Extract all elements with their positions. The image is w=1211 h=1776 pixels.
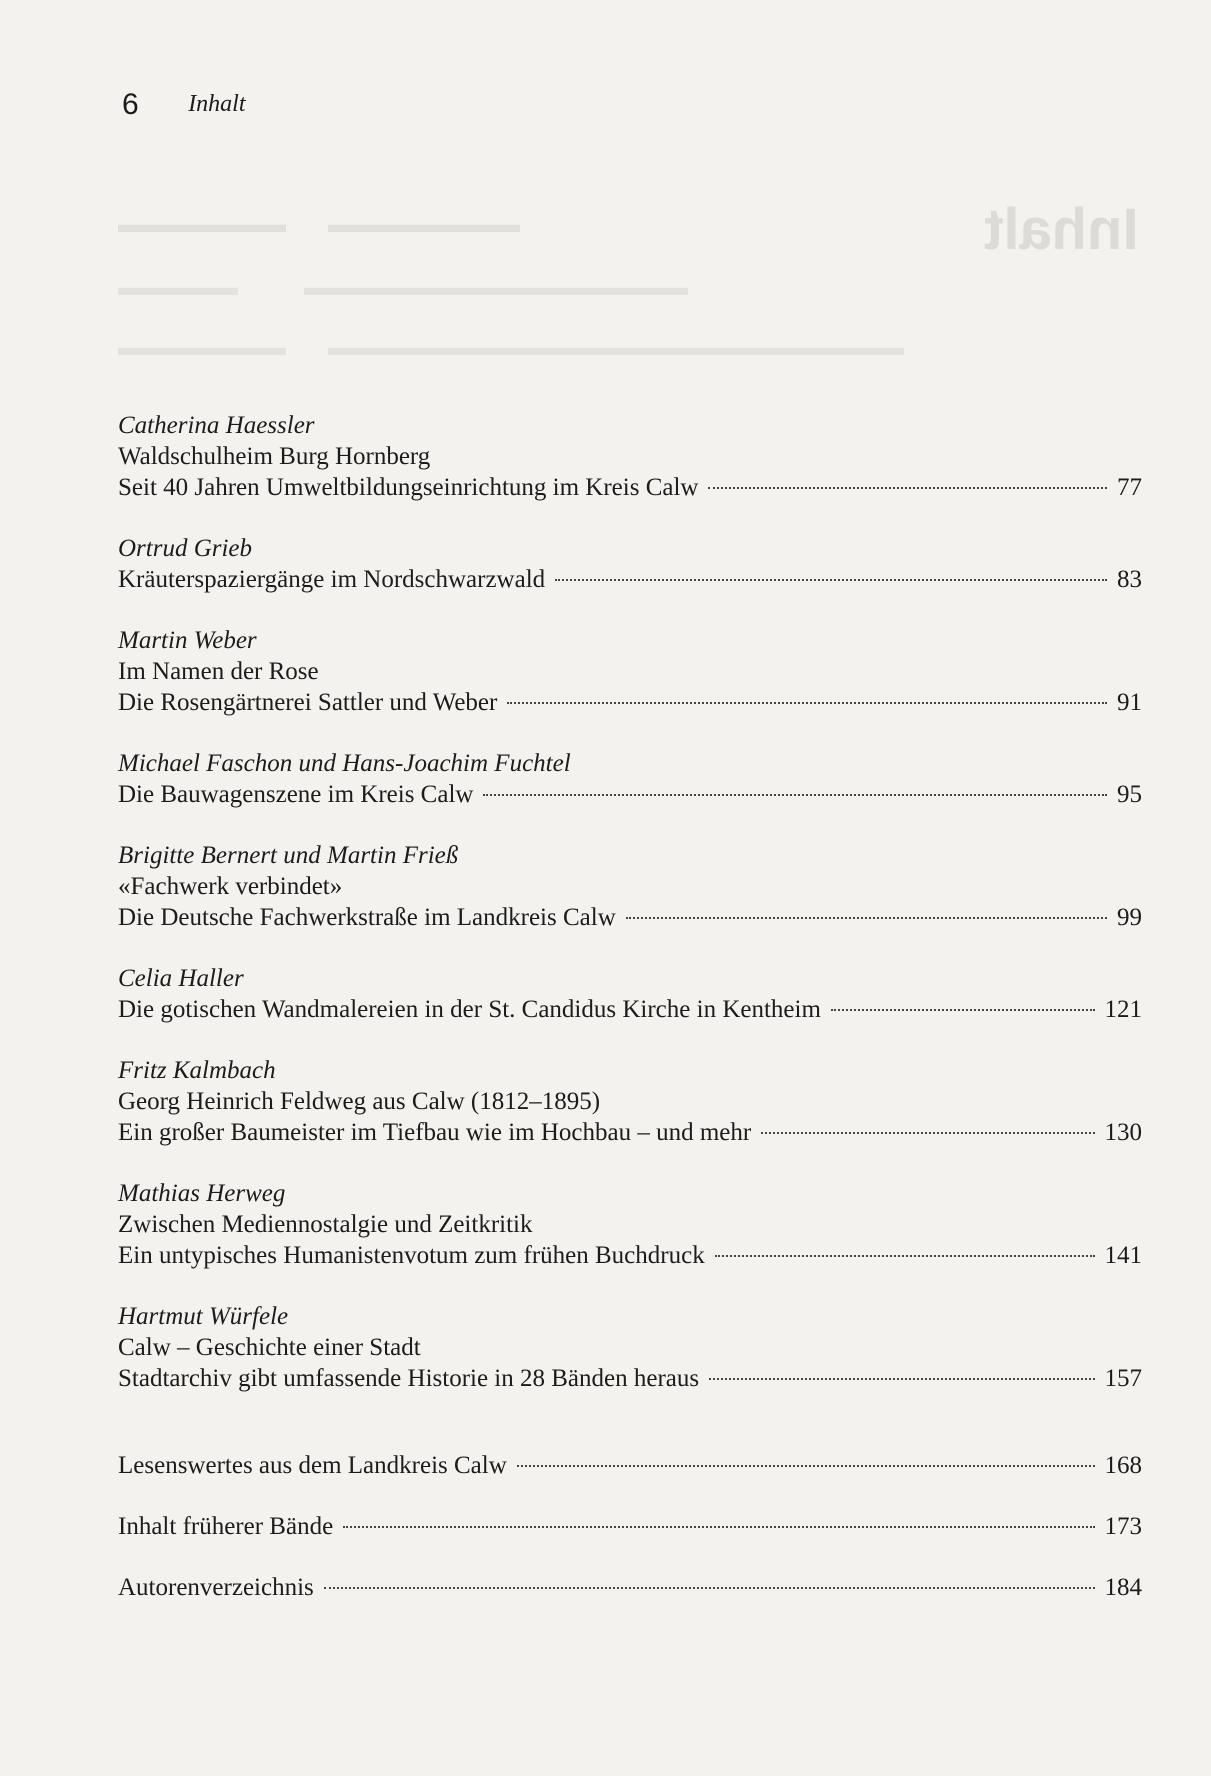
extra-title: Inhalt früherer Bände <box>118 1513 334 1540</box>
entry-title: Zwischen Mediennostalgie und Zeitkritik <box>118 1211 533 1238</box>
entry-author: Martin Weber <box>118 627 257 654</box>
entry-page-number: 130 <box>1104 1119 1142 1146</box>
toc-entry[interactable] <box>118 963 1142 1025</box>
dot-leader <box>324 1587 1095 1589</box>
toc-entry[interactable] <box>118 1301 1142 1394</box>
entry-title: Georg Heinrich Feldweg aus Calw (1812–1895) <box>118 1088 601 1115</box>
dot-leader <box>483 794 1107 796</box>
toc-extra-entry[interactable] <box>118 1511 1142 1542</box>
toc-entry[interactable] <box>118 533 1142 595</box>
page-number: 6 <box>122 88 139 121</box>
entry-title-line <box>118 779 1142 810</box>
entry-author: Hartmut Würfele <box>118 1303 289 1330</box>
entry-title-line <box>118 687 1142 718</box>
toc-extra-entry[interactable] <box>118 1450 1142 1481</box>
entry-title-line <box>118 902 1142 933</box>
entry-author: Michael Faschon und Hans-Joachim Fuchtel <box>118 750 571 777</box>
entry-title: Im Namen der Rose <box>118 658 319 685</box>
dot-leader <box>517 1465 1095 1467</box>
toc-entry[interactable] <box>118 1055 1142 1148</box>
dot-leader <box>343 1526 1094 1528</box>
page-header <box>122 88 246 122</box>
entry-subtitle: Die Deutsche Fachwerkstraße im Landkreis Calw <box>118 904 616 931</box>
extra-page-number: 184 <box>1104 1574 1142 1601</box>
entry-title: Die Bauwagenszene im Kreis Calw <box>118 781 474 808</box>
entry-subtitle: Ein untypisches Humanistenvotum zum frühen Buchdruck <box>118 1242 705 1269</box>
dot-leader <box>831 1009 1095 1011</box>
dot-leader <box>507 702 1107 704</box>
entry-author: Fritz Kalmbach <box>118 1057 276 1084</box>
entry-page-number: 141 <box>1104 1242 1142 1269</box>
toc-extra-entry[interactable] <box>118 1572 1142 1603</box>
dot-leader <box>555 579 1107 581</box>
entry-page-number: 99 <box>1117 904 1142 931</box>
entry-title-line <box>118 1117 1142 1148</box>
toc-entry[interactable] <box>118 840 1142 933</box>
dot-leader <box>715 1255 1095 1257</box>
entry-author: Mathias Herweg <box>118 1180 286 1207</box>
entry-author: Brigitte Bernert und Martin Frieß <box>118 842 459 869</box>
extra-page-number: 173 <box>1104 1513 1142 1540</box>
entry-subtitle: Seit 40 Jahren Umweltbildungseinrichtung im Kreis Calw <box>118 474 699 501</box>
table-of-contents <box>118 410 1142 1603</box>
running-title: Inhalt <box>188 91 246 117</box>
ghost-text: ▬▬▬▬▬▬▬ ▬▬▬▬▬▬▬▬▬▬▬▬▬▬▬▬▬▬▬▬▬▬▬▬ <box>118 335 904 361</box>
extra-title: Lesenswertes aus dem Landkreis Calw <box>118 1452 507 1479</box>
entry-author: Celia Haller <box>118 965 244 992</box>
toc-entry[interactable] <box>118 410 1142 503</box>
entry-title-line <box>118 994 1142 1025</box>
ghost-text: ▬▬▬▬▬▬▬ ▬▬▬▬▬▬▬▬ <box>118 212 520 238</box>
entry-title-line <box>118 564 1142 595</box>
entry-title: Waldschulheim Burg Hornberg <box>118 443 431 470</box>
entry-title: Die gotischen Wandmalereien in der St. Candidus Kirche in Kentheim <box>118 996 821 1023</box>
entry-title: «Fachwerk verbindet» <box>118 873 343 900</box>
entry-title-line <box>118 472 1142 503</box>
entry-page-number: 91 <box>1117 689 1142 716</box>
extra-title: Autorenverzeichnis <box>118 1574 314 1601</box>
dot-leader <box>626 917 1107 919</box>
toc-entry[interactable] <box>118 748 1142 810</box>
entry-page-number: 121 <box>1104 996 1142 1023</box>
dot-leader <box>761 1132 1094 1134</box>
entry-title: Kräuterspaziergänge im Nordschwarzwald <box>118 566 546 593</box>
entry-page-number: 83 <box>1117 566 1142 593</box>
entry-subtitle: Die Rosengärtnerei Sattler und Weber <box>118 689 498 716</box>
ghost-text: ▬▬▬▬▬ ▬▬▬▬▬▬▬▬▬▬▬▬▬▬▬▬ <box>118 275 688 301</box>
extra-page-number: 168 <box>1104 1452 1142 1479</box>
ghost-text: Inhalt <box>984 197 1139 262</box>
dot-leader <box>709 1378 1094 1380</box>
entry-subtitle: Ein großer Baumeister im Tiefbau wie im Hochbau – und mehr <box>118 1119 752 1146</box>
entry-title-line <box>118 1240 1142 1271</box>
entry-author: Catherina Haessler <box>118 412 315 439</box>
toc-entry[interactable] <box>118 1178 1142 1271</box>
entry-author: Ortrud Grieb <box>118 535 253 562</box>
entry-page-number: 77 <box>1117 474 1142 501</box>
entry-title: Calw – Geschichte einer Stadt <box>118 1334 421 1361</box>
entry-title-line <box>118 1363 1142 1394</box>
dot-leader <box>708 487 1107 489</box>
toc-entry[interactable] <box>118 625 1142 718</box>
entry-page-number: 157 <box>1104 1365 1142 1392</box>
entry-subtitle: Stadtarchiv gibt umfassende Historie in 28 Bänden heraus <box>118 1365 700 1392</box>
entry-page-number: 95 <box>1117 781 1142 808</box>
